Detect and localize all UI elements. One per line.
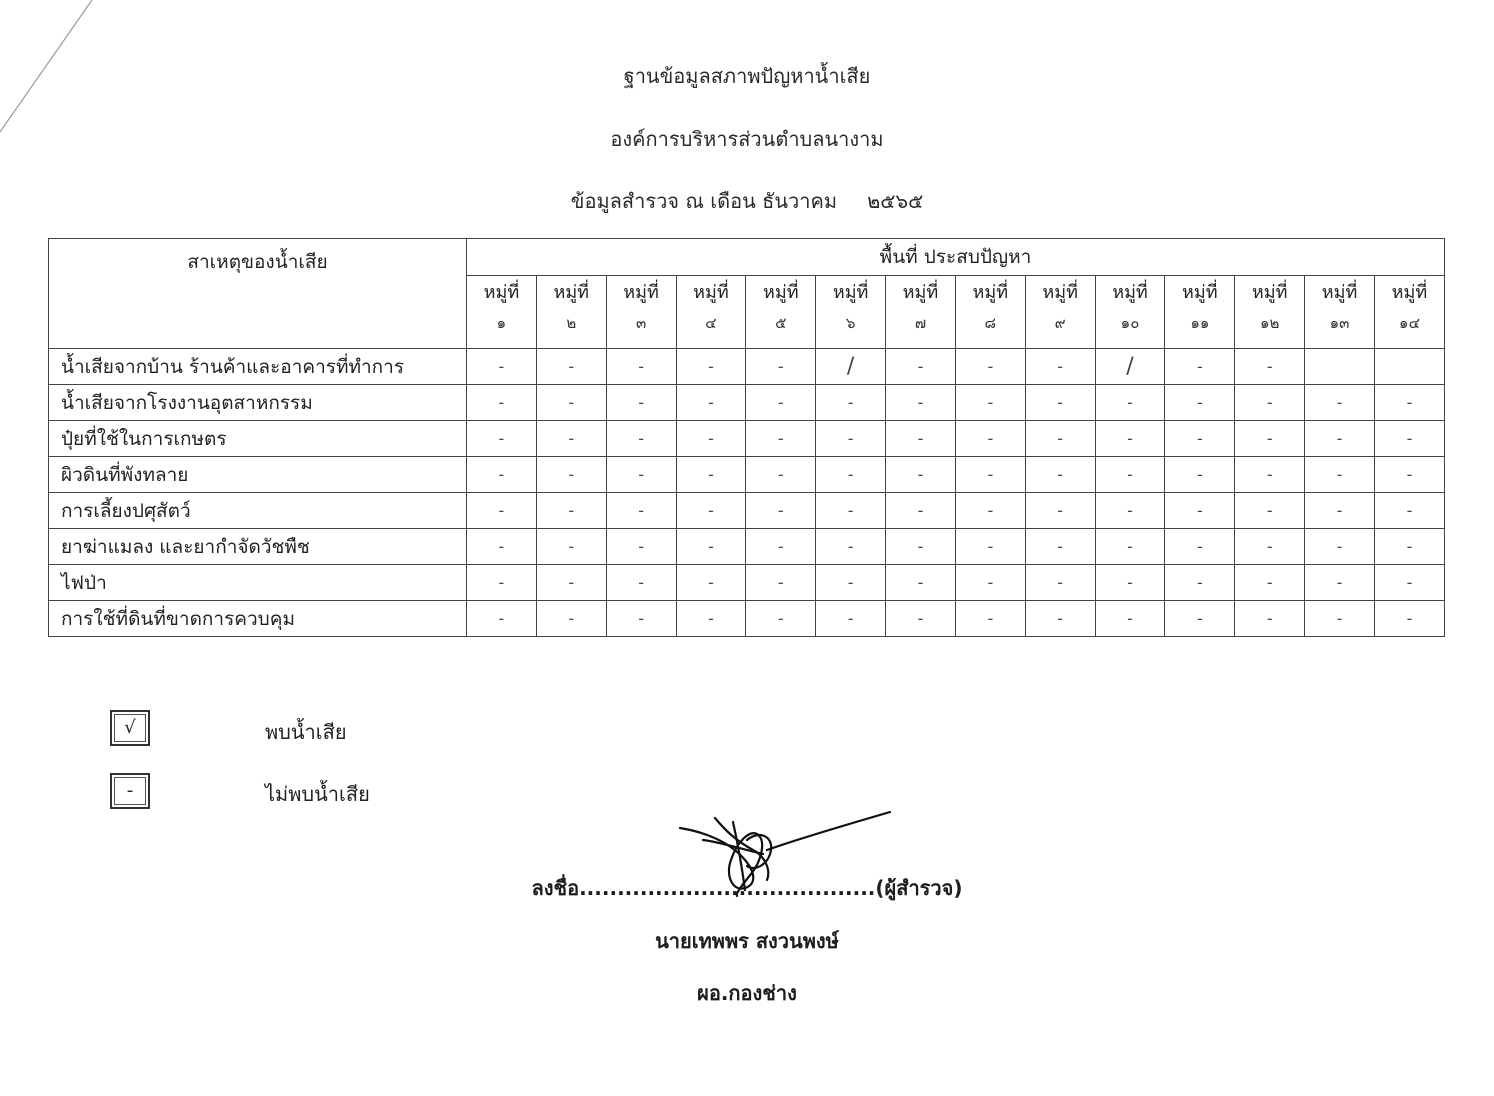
status-cell: -: [1025, 493, 1095, 529]
status-cell: -: [816, 457, 886, 493]
village-header-label: หมู่ที่: [553, 282, 590, 303]
status-cell: -: [1305, 601, 1375, 637]
village-number: ๑๓: [1329, 313, 1350, 332]
village-number: ๑๒: [1259, 313, 1280, 332]
status-cell: -: [1165, 457, 1235, 493]
village-header-2: [536, 276, 606, 349]
status-cell: -: [606, 565, 676, 601]
status-cell: [1374, 349, 1444, 385]
status-cell: -: [816, 493, 886, 529]
status-cell: -: [1374, 601, 1444, 637]
table-row: [49, 457, 1445, 493]
status-cell: -: [1025, 529, 1095, 565]
status-cell: -: [676, 493, 746, 529]
village-number: ๔: [705, 313, 717, 332]
survey-date-prefix: ข้อมูลสำรวจ ณ เดือน ธันวาคม: [570, 189, 838, 213]
status-cell: -: [1305, 457, 1375, 493]
status-cell: -: [1095, 565, 1165, 601]
surveyor-position: ผอ.กองช่าง: [697, 981, 797, 1005]
table-row: [49, 349, 1445, 385]
village-header-5: [746, 276, 816, 349]
surveyor-name: นายเทพพร สงวนพงษ์: [655, 929, 839, 953]
status-cell: -: [1235, 349, 1305, 385]
village-header-3: [606, 276, 676, 349]
table-row: [49, 421, 1445, 457]
village-header-12: [1235, 276, 1305, 349]
status-cell: -: [955, 457, 1025, 493]
status-cell: -: [1374, 385, 1444, 421]
village-number: ๑: [496, 313, 507, 332]
status-cell: -: [1235, 565, 1305, 601]
village-header-label: หมู่ที่: [693, 282, 729, 303]
status-cell: -: [886, 385, 956, 421]
status-cell: -: [536, 601, 606, 637]
status-cell: -: [606, 457, 676, 493]
status-cell: -: [746, 601, 816, 637]
village-header-label: หมู่ที่: [1042, 282, 1078, 303]
status-cell: -: [1165, 601, 1235, 637]
status-cell: -: [676, 385, 746, 421]
village-number: ๑๑: [1190, 313, 1210, 332]
status-cell: -: [1095, 493, 1165, 529]
village-header-label: หมู่ที่: [1391, 282, 1428, 303]
status-cell: -: [1305, 421, 1375, 457]
village-header-label: หมู่ที่: [483, 282, 520, 303]
status-cell: -: [746, 457, 816, 493]
village-header-label: หมู่ที่: [1112, 282, 1148, 303]
status-cell: -: [886, 529, 956, 565]
status-cell: -: [1235, 385, 1305, 421]
status-cell: -: [955, 385, 1025, 421]
status-cell: -: [746, 349, 816, 385]
village-number: ๕: [775, 313, 787, 332]
survey-year: ๒๕๖๕: [867, 189, 924, 213]
status-cell: -: [536, 565, 606, 601]
status-cell: -: [886, 601, 956, 637]
status-cell: -: [467, 421, 537, 457]
status-cell: -: [816, 601, 886, 637]
not-found-legend-label: ไม่พบน้ำเสีย: [265, 782, 370, 806]
status-cell: -: [536, 385, 606, 421]
village-header-8: [955, 276, 1025, 349]
status-cell: -: [676, 349, 746, 385]
village-header-10: [1095, 276, 1165, 349]
status-cell: -: [955, 493, 1025, 529]
status-cell: -: [1305, 385, 1375, 421]
status-cell: -: [467, 349, 537, 385]
village-header-label: หมู่ที่: [972, 282, 1009, 303]
status-cell: -: [1025, 565, 1095, 601]
village-header-label: หมู่ที่: [623, 282, 659, 303]
status-cell: -: [1374, 457, 1444, 493]
status-cell: /: [1095, 349, 1165, 385]
village-header-7: [886, 276, 956, 349]
village-header-label: หมู่ที่: [902, 282, 939, 303]
status-cell: -: [1305, 565, 1375, 601]
village-header-4: [676, 276, 746, 349]
status-cell: -: [955, 529, 1025, 565]
status-cell: [1305, 349, 1375, 385]
village-number: ๑๐: [1120, 313, 1140, 332]
status-cell: -: [536, 493, 606, 529]
village-header-label: หมู่ที่: [762, 282, 799, 303]
status-cell: -: [1235, 529, 1305, 565]
status-cell: -: [1095, 601, 1165, 637]
status-cell: -: [1165, 385, 1235, 421]
village-header-1: [467, 276, 537, 349]
status-cell: -: [816, 529, 886, 565]
status-cell: -: [955, 565, 1025, 601]
status-cell: -: [1025, 457, 1095, 493]
cause-label: ยาฆ่าแมลง และยากำจัดวัชพืช: [49, 529, 467, 565]
cause-label: ไฟป่า: [49, 565, 467, 601]
wastewater-problem-table: [48, 238, 1445, 637]
status-cell: -: [467, 529, 537, 565]
organization-name: องค์การบริหารส่วนตำบลนางาม: [610, 127, 884, 151]
status-cell: -: [1095, 457, 1165, 493]
status-cell: -: [676, 565, 746, 601]
status-cell: -: [1025, 421, 1095, 457]
status-cell: -: [1095, 421, 1165, 457]
village-number: ๓: [635, 313, 647, 332]
status-cell: -: [746, 493, 816, 529]
status-cell: -: [606, 493, 676, 529]
status-cell: -: [746, 529, 816, 565]
status-cell: -: [1165, 421, 1235, 457]
status-cell: -: [467, 457, 537, 493]
status-cell: -: [816, 421, 886, 457]
document-title: ฐานข้อมูลสภาพปัญหาน้ำเสีย: [623, 64, 871, 88]
found-legend-checkbox: √: [110, 710, 150, 746]
status-cell: -: [746, 385, 816, 421]
village-header-11: [1165, 276, 1235, 349]
village-number: ๗: [914, 313, 927, 332]
village-header-14: [1374, 276, 1444, 349]
status-cell: -: [467, 493, 537, 529]
status-cell: -: [1025, 349, 1095, 385]
table-row: [49, 385, 1445, 421]
status-cell: -: [1165, 493, 1235, 529]
village-header-label: หมู่ที่: [1182, 282, 1218, 303]
status-cell: -: [816, 565, 886, 601]
status-cell: -: [606, 385, 676, 421]
status-cell: -: [1165, 529, 1235, 565]
status-cell: -: [467, 385, 537, 421]
status-cell: -: [1095, 385, 1165, 421]
status-cell: -: [467, 565, 537, 601]
status-cell: -: [1374, 493, 1444, 529]
table-row: [49, 493, 1445, 529]
village-header-13: [1305, 276, 1375, 349]
village-header-label: หมู่ที่: [1321, 282, 1358, 303]
status-cell: -: [536, 457, 606, 493]
village-number: ๒: [566, 313, 577, 332]
status-cell: -: [886, 493, 956, 529]
village-header-9: [1025, 276, 1095, 349]
status-cell: /: [816, 349, 886, 385]
status-cell: -: [746, 565, 816, 601]
village-number: ๑๔: [1399, 313, 1420, 332]
status-cell: -: [955, 601, 1025, 637]
village-number: ๙: [1054, 313, 1066, 332]
status-cell: -: [606, 421, 676, 457]
status-cell: -: [1235, 601, 1305, 637]
status-cell: -: [1374, 565, 1444, 601]
status-cell: -: [1374, 421, 1444, 457]
cause-label: น้ำเสียจากบ้าน ร้านค้าและอาคารที่ทำการ: [49, 349, 467, 385]
status-cell: -: [1025, 601, 1095, 637]
status-cell: -: [886, 349, 956, 385]
status-cell: -: [606, 349, 676, 385]
cause-label: น้ำเสียจากโรงงานอุตสาหกรรม: [49, 385, 467, 421]
status-cell: -: [1165, 349, 1235, 385]
status-cell: -: [1165, 565, 1235, 601]
status-cell: -: [1095, 529, 1165, 565]
status-cell: -: [467, 601, 537, 637]
cause-label: ผิวดินที่พังทลาย: [49, 457, 467, 493]
village-header-label: หมู่ที่: [1251, 282, 1288, 303]
cause-label: การเลี้ยงปศุสัตว์: [49, 493, 467, 529]
status-cell: -: [1305, 493, 1375, 529]
status-cell: -: [886, 421, 956, 457]
cause-column-header: สาเหตุของน้ำเสีย: [49, 239, 467, 349]
survey-date-line: [0, 185, 1494, 217]
status-cell: -: [536, 349, 606, 385]
status-cell: -: [676, 457, 746, 493]
status-cell: -: [746, 421, 816, 457]
cause-label: การใช้ที่ดินที่ขาดการควบคุม: [49, 601, 467, 637]
status-cell: -: [1305, 529, 1375, 565]
status-cell: -: [816, 385, 886, 421]
status-cell: -: [606, 601, 676, 637]
table-row: [49, 601, 1445, 637]
status-cell: -: [1374, 529, 1444, 565]
status-cell: -: [955, 349, 1025, 385]
status-cell: -: [886, 565, 956, 601]
status-cell: -: [536, 421, 606, 457]
signature-line: ลงชื่อ.......................................(ผู้สำรวจ): [531, 876, 963, 900]
village-header-label: หมู่ที่: [832, 282, 869, 303]
status-cell: -: [536, 529, 606, 565]
status-cell: -: [676, 529, 746, 565]
status-cell: -: [1025, 385, 1095, 421]
not-found-legend-checkbox: -: [110, 773, 150, 809]
status-cell: -: [676, 421, 746, 457]
status-cell: -: [1235, 457, 1305, 493]
cause-label: ปุ๋ยที่ใช้ในการเกษตร: [49, 421, 467, 457]
status-cell: -: [606, 529, 676, 565]
status-cell: -: [955, 421, 1025, 457]
found-legend-label: พบน้ำเสีย: [265, 720, 347, 744]
status-cell: -: [1235, 493, 1305, 529]
village-header-6: [816, 276, 886, 349]
village-number: ๖: [845, 313, 856, 332]
status-cell: -: [676, 601, 746, 637]
affected-area-header: พื้นที่ ประสบปัญหา: [467, 239, 1445, 276]
table-row: [49, 565, 1445, 601]
status-cell: -: [886, 457, 956, 493]
status-cell: -: [1235, 421, 1305, 457]
village-number: ๘: [984, 313, 997, 332]
table-row: [49, 529, 1445, 565]
